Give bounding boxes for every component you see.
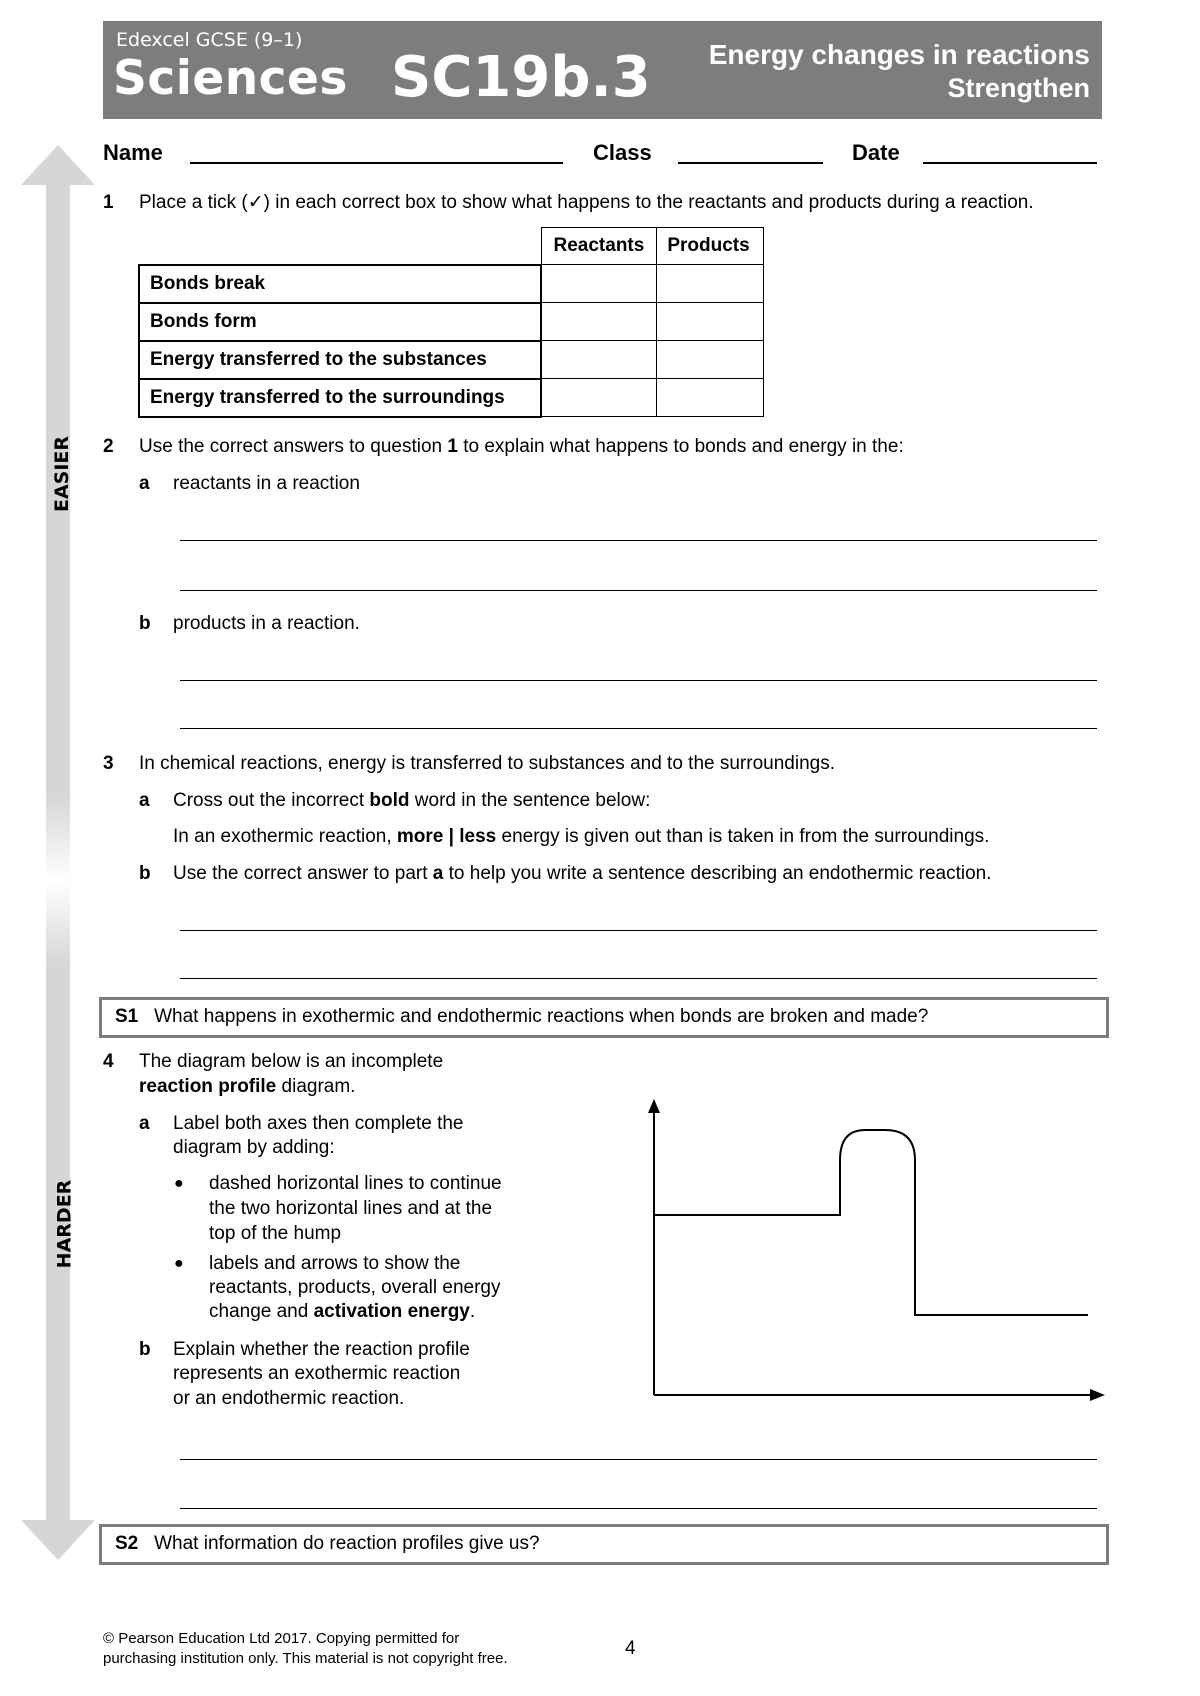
summary-box-s2	[99, 1524, 1109, 1565]
answer-line[interactable]	[180, 540, 1097, 541]
tick-box[interactable]	[541, 303, 657, 341]
bullet-2-line1: labels and arrows to show the	[209, 1253, 461, 1274]
question-4-number: 4	[103, 1051, 114, 1072]
question-3b-text: Use the correct answer to part a to help you write a sentence describing an endothermic reaction.	[173, 863, 992, 884]
tick-box[interactable]	[657, 379, 764, 417]
more-less-choice[interactable]: more | less	[396, 826, 497, 847]
question-3-text: In chemical reactions, energy is transferred to substances and to the surroundings.	[139, 753, 835, 774]
bullet-2-line2: reactants, products, overall energy	[209, 1277, 501, 1298]
question-4b-line2: represents an exothermic reaction	[173, 1363, 461, 1384]
bullet-1-line1: dashed horizontal lines to continue	[209, 1173, 502, 1194]
copyright-line2: purchasing institution only. This material is not copyright free.	[103, 1650, 508, 1667]
question-4a-line2: diagram by adding:	[173, 1137, 335, 1158]
summary-box-s1	[99, 997, 1109, 1038]
question-2-number: 2	[103, 436, 114, 457]
question-4b-line1: Explain whether the reaction profile	[173, 1339, 470, 1360]
question-4b-label: b	[139, 1339, 151, 1360]
s1-text: What happens in exothermic and endothermic reactions when bonds are broken and made?	[154, 1006, 929, 1027]
copyright-line1: © Pearson Education Ltd 2017. Copying permitted for	[103, 1630, 460, 1647]
bullet-1-line2: the two horizontal lines and at the	[209, 1198, 493, 1219]
question-3a-text: Cross out the incorrect bold word in the sentence below:	[173, 790, 651, 811]
profile-curve	[654, 1130, 1088, 1315]
col-header-products: Products	[657, 228, 764, 265]
bullet-1-line3: top of the hump	[209, 1223, 342, 1244]
question-4b-line3: or an endothermic reaction.	[173, 1388, 405, 1409]
answer-line[interactable]	[180, 590, 1097, 591]
question-2a-text: reactants in a reaction	[173, 473, 360, 494]
bullet-2-line3: change and activation energy.	[209, 1301, 476, 1322]
col-header-reactants: Reactants	[541, 228, 657, 265]
row-label-energy-to-surroundings: Energy transferred to the surroundings	[139, 379, 541, 417]
answer-line[interactable]	[180, 1459, 1097, 1460]
bullet-2: ●	[174, 1255, 184, 1272]
date-field[interactable]	[923, 162, 1097, 164]
name-field[interactable]	[190, 162, 563, 164]
question-3b-label: b	[139, 863, 151, 884]
question-4-line2: reaction profile diagram.	[139, 1076, 356, 1097]
class-label: Class	[593, 140, 652, 165]
row-label-energy-to-substances: Energy transferred to the substances	[139, 341, 541, 379]
class-field[interactable]	[678, 162, 823, 164]
question-3a-label: a	[139, 790, 150, 811]
answer-line[interactable]	[180, 1508, 1097, 1509]
y-axis-arrowhead	[648, 1099, 660, 1113]
tick-box[interactable]	[541, 341, 657, 379]
date-label: Date	[852, 140, 900, 165]
answer-line[interactable]	[180, 978, 1097, 979]
tick-box[interactable]	[657, 303, 764, 341]
row-label-bonds-form: Bonds form	[139, 303, 541, 341]
tick-box[interactable]	[541, 379, 657, 417]
worksheet-title: Energy changes in reactions	[708, 39, 1090, 70]
question-3-number: 3	[103, 753, 114, 774]
question-2a-label: a	[139, 473, 150, 494]
bullet-1: ●	[174, 1175, 184, 1192]
name-label: Name	[103, 140, 163, 165]
s2-label: S2	[115, 1533, 139, 1554]
question-2b-label: b	[139, 613, 151, 634]
question-1-text: Place a tick (✓) in each correct box to show what happens to the reactants and products during a reaction.	[139, 192, 1034, 213]
answer-line[interactable]	[180, 930, 1097, 931]
answer-line[interactable]	[180, 680, 1097, 681]
page-number: 4	[625, 1638, 636, 1659]
reaction-profile-diagram	[640, 1095, 1110, 1415]
question-2b-text: products in a reaction.	[173, 613, 360, 634]
s1-label: S1	[115, 1006, 139, 1027]
question-4a-label: a	[139, 1113, 150, 1134]
series-label: Edexcel GCSE (9–1)	[116, 29, 303, 51]
question-1-number: 1	[103, 192, 114, 213]
s2-text: What information do reaction profiles give us?	[154, 1533, 540, 1554]
harder-label: HARDER	[53, 1179, 76, 1269]
x-axis-arrowhead	[1090, 1389, 1105, 1401]
row-label-bonds-break: Bonds break	[139, 265, 541, 303]
tick-box[interactable]	[657, 265, 764, 303]
worksheet-level: Strengthen	[947, 73, 1090, 103]
easier-label: EASIER	[51, 435, 74, 513]
question-4-line1: The diagram below is an incomplete	[139, 1051, 444, 1072]
tick-table	[138, 227, 764, 418]
tick-box[interactable]	[541, 265, 657, 303]
worksheet-code: SC19b.3	[391, 45, 651, 110]
answer-line[interactable]	[180, 728, 1097, 729]
question-2-text: Use the correct answers to question 1 to explain what happens to bonds and energy in the:	[139, 436, 904, 457]
subject-title: Sciences	[113, 51, 348, 106]
header-banner	[103, 21, 1102, 119]
question-4a-line1: Label both axes then complete the	[173, 1113, 464, 1134]
question-3a-sentence: In an exothermic reaction, more | less energy is given out than is taken in from the surroundings.	[173, 826, 990, 847]
tick-box[interactable]	[657, 341, 764, 379]
difficulty-arrow	[20, 145, 100, 1560]
